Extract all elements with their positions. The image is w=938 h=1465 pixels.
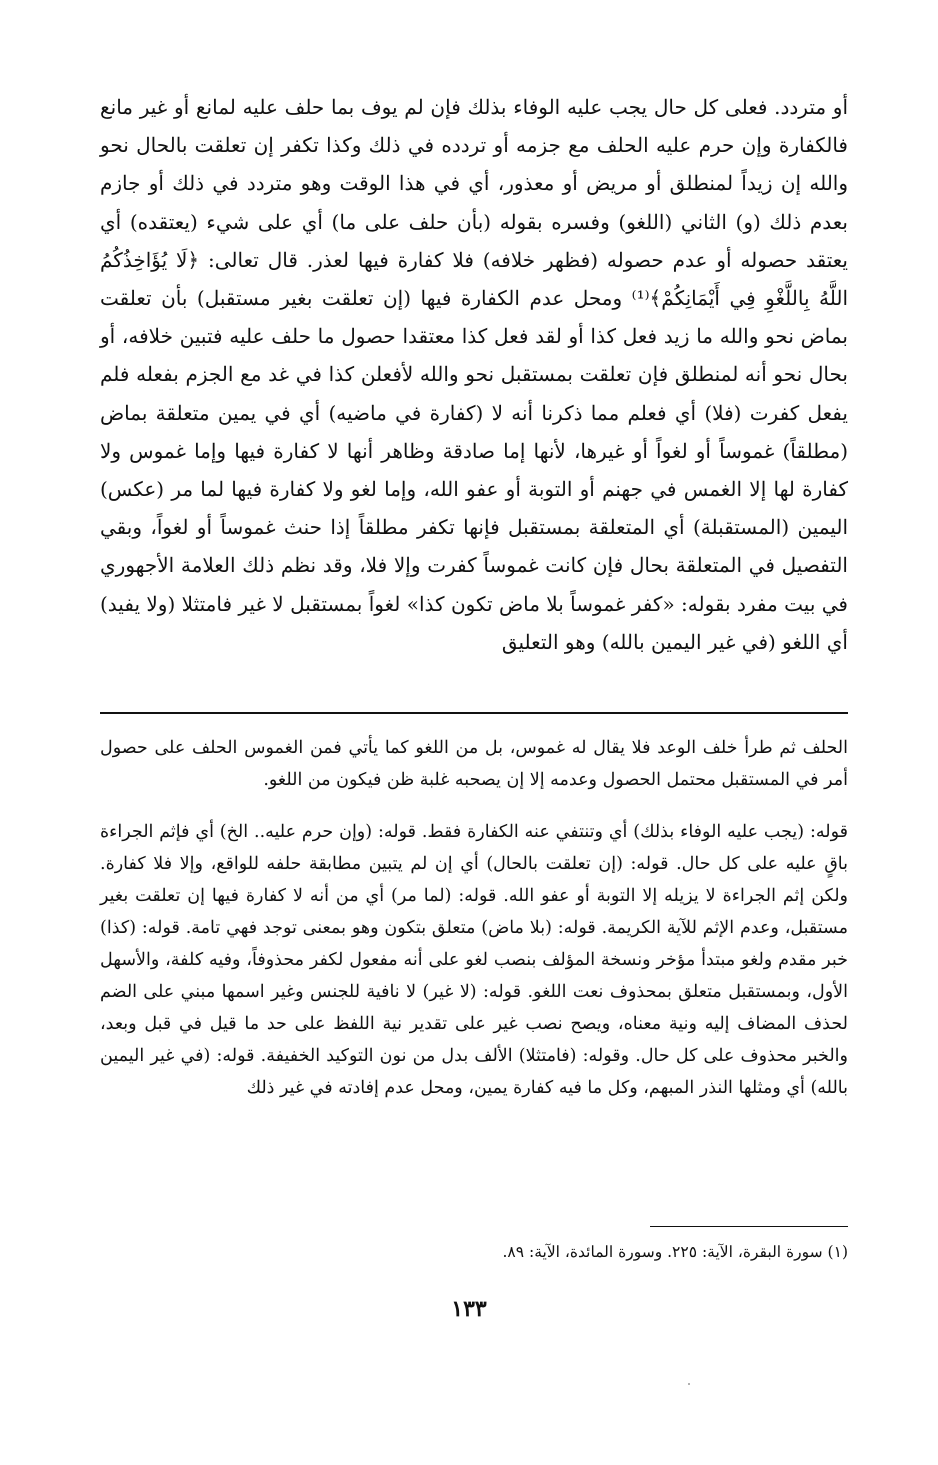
footnote: (١) سورة البقرة، الآية: ٢٢٥. وسورة المائدة، الآية: ٨٩. [502,1243,848,1261]
text-divider [100,712,848,714]
scan-speck [688,1383,690,1385]
commentary-continuation: الحلف ثم طرأ خلف الوعد فلا يقال له غموس، بل من اللغو كما يأتي فمن الغموس الحلف على حصول أمر في المستقبل محتمل الحصول وعدمه إلا إن يصحبه غلبة ظن فيكون من اللغو. [100,738,848,790]
main-paragraph: أو متردد. فعلى كل حال يجب عليه الوفاء بذلك فإن لم يوف بما حلف عليه لمانع أو غير مانع فالكفارة وإن حرم عليه الحلف مع جزمه أو تردده في ذلك وكذا تكفر إن تعلقت بالحال نحو والله إن زيداً لمنطلق أو مريض أو معذور، أي في هذا الوقت وهو متردد في ذلك أو جازم بعدم ذلك (و) الثاني (اللغو) وفسره بقوله (بأن حلف على ما) أي على شيء (يعتقده) أي يعتقد حصوله أو عدم حصوله (فظهر خلافه) فلا كفارة فيها لعذر. قال تعالى: ﴿لَا يُؤَاخِذُكُمُ اللَّهُ بِاللَّغْوِ فِي أَيْمَانِكُمْ﴾⁽¹⁾ ومحل عدم الكفارة فيها (إن تعلقت بغير مستقبل) بأن تعلقت بماض نحو والله ما زيد فعل كذا أو لقد فعل كذا معتقدا حصول ما حلف عليه فتبين خلافه، أو بحال نحو أنه لمنطلق فإن تعلقت بمستقبل نحو والله لأفعلن كذا في غد مع الجزم بفعله فلم يفعل كفرت (فلا) أي فعلم مما ذكرنا أنه لا (كفارة في ماضيه) أي في يمين متعلقة بماض (مطلقاً) غموساً أو لغواً أو غيرها، لأنها إما صادقة وظاهر أنها لا كفارة فيها وإما غموس ولا كفارة لها إلا الغمس في جهنم أو التوبة أو عفو الله، وإما لغو ولا كفارة فيها لما مر (عكس) اليمين (المستقبلة) أي المتعلقة بمستقبل فإنها تكفر مطلقاً إذا حنث غموساً أو لغواً، وبقي التفصيل في المتعلقة بحال فإن كانت غموساً كفرت وإلا فلا، وقد نظم ذلك العلامة الأجهوري في بيت مفرد بقوله: «كفر غموساً بلا ماض تكون كذا» لغواً بمستقبل لا غير فامتثلا (ولا يفيد) أي اللغو (في غير اليمين بالله) وهو التعليق [100,95,849,654]
commentary-block [100,732,848,1116]
main-text-block [100,88,848,661]
footnote-rule [650,1226,848,1227]
main-text [100,88,848,661]
page-number: ١٣٣ [451,1296,487,1322]
commentary-paragraph: قوله: (يجب عليه الوفاء بذلك) أي وتنتفي عنه الكفارة فقط. قوله: (وإن حرم عليه.. الخ) أي فإثم الجراءة باقٍ عليه على كل حال. قوله: (إن تعلقت بالحال) أي إن لم يتبين مطابقة حلفه للواقع، وإلا فلا كفارة. ولكن إثم الجراءة لا يزيله إلا التوبة أو عفو الله. قوله: (لما مر) أي من أنه لا كفارة فيها إن تعلقت بغير مستقبل، وعدم الإثم للآية الكريمة. قوله: (بلا ماض) متعلق بتكون وهو بمعنى توجد فهي تامة. قوله: (كذا) خبر مقدم ولغو مبتدأ مؤخر ونسخة المؤلف بنصب لغو على أنه مفعول لكفر محذوفاً، وفيه كلفة، والأسهل الأول، وبمستقبل متعلق بمحذوف نعت اللغو. قوله: (لا غير) لا نافية للجنس وغير اسمها مبني على الضم لحذف المضاف إليه ونية معناه، ويصح نصب غير على تقدير نية اللفظ على حد ما قيل في قبل وبعد، والخبر محذوف على كل حال. وقوله: (فامتثلا) الألف بدل من نون التوكيد الخفيفة. قوله: (في غير اليمين بالله) أي ومثلها النذر المبهم، وكل ما فيه كفارة يمين، ومحل عدم إفادته في غير ذلك [100,822,848,1098]
